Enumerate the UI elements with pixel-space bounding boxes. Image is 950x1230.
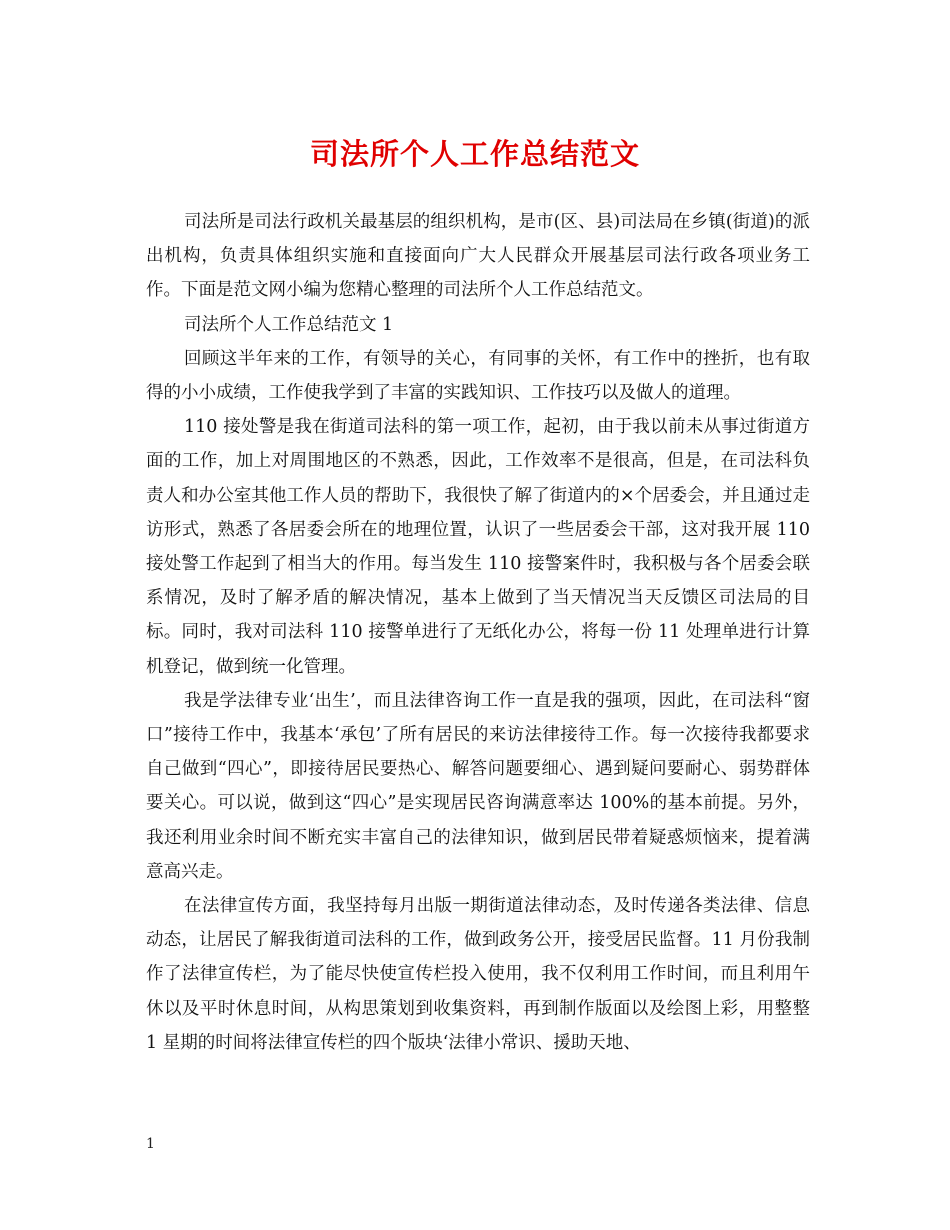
paragraph-legal-publicity: 在法律宣传方面，我坚持每月出版一期街道法律动态，及时传递各类法律、信息动态，让居民了解我街道司法科的工作，做到政务公开，接受居民监督。11 月份我制作了法律宣传栏，为了能尽快使宣传栏投入使用，我不仅利用工作时间，而且利用午休以及平时休息时间，从构思策划到收集资料，再到制作版面以及绘图上彩，用整整 1 星期的时间将法律宣传栏的四个版块‘法律小常识、援助天地、 [146, 896, 810, 1053]
paragraph-section-heading: 司法所个人工作总结范文 1 [184, 314, 394, 335]
paragraph-legal-consulting: 我是学法律专业‘出生’，而且法律咨询工作一直是我的强项，因此，在司法科“窗口”接待工作中，我基本‘承包’了所有居民的来访法律接待工作。每一次接待我都要求自己做到“四心”，即接待居民要热心、解答问题要细心、遇到疑问要耐心、弱势群体要关心。可以说，做到这“四心”是实现居民咨询满意率达 100%的基本前提。另外，我还利用业余时间不断充实丰富自己的法律知识，做到居民带着疑惑烦恼来，提着满意高兴走。 [146, 690, 810, 882]
paragraph-110-duty: 110 接处警是我在街道司法科的第一项工作，起初，由于我以前未从事过街道方面的工作，加上对周围地区的不熟悉，因此，工作效率不是很高，但是，在司法科负责人和办公室其他工作人员的帮助下，我很快了解了街道内的×个居委会，并且通过走访形式，熟悉了各居委会所在的地理位置，认识了一些居委会干部，这对我开展 110 接处警工作起到了相当大的作用。每当发生 110 接警案件时，我积极与各个居委会联系情况，及时了解矛盾的解决情况，基本上做到了当天情况当天反馈区司法局的目标。同时，我对司法科 110 接警单进行了无纸化办公，将每一份 11 处理单进行计算机登记，做到统一化管理。 [146, 417, 810, 677]
page-number: 1 [146, 1136, 155, 1152]
paragraph-intro: 司法所是司法行政机关最基层的组织机构，是市(区、县)司法局在乡镇(街道)的派出机构，负责具体组织实施和直接面向广大人民群众开展基层司法行政各项业务工作。下面是范文网小编为您精心整理的司法所个人工作总结范文。 [146, 212, 810, 301]
document-body [146, 205, 810, 1060]
paragraph-review: 回顾这半年来的工作，有领导的关心，有同事的关怀，有工作中的挫折，也有取得的小小成绩，工作使我学到了丰富的实践知识、工作技巧以及做人的道理。 [146, 348, 810, 404]
document-title: 司法所个人工作总结范文 [309, 137, 640, 171]
